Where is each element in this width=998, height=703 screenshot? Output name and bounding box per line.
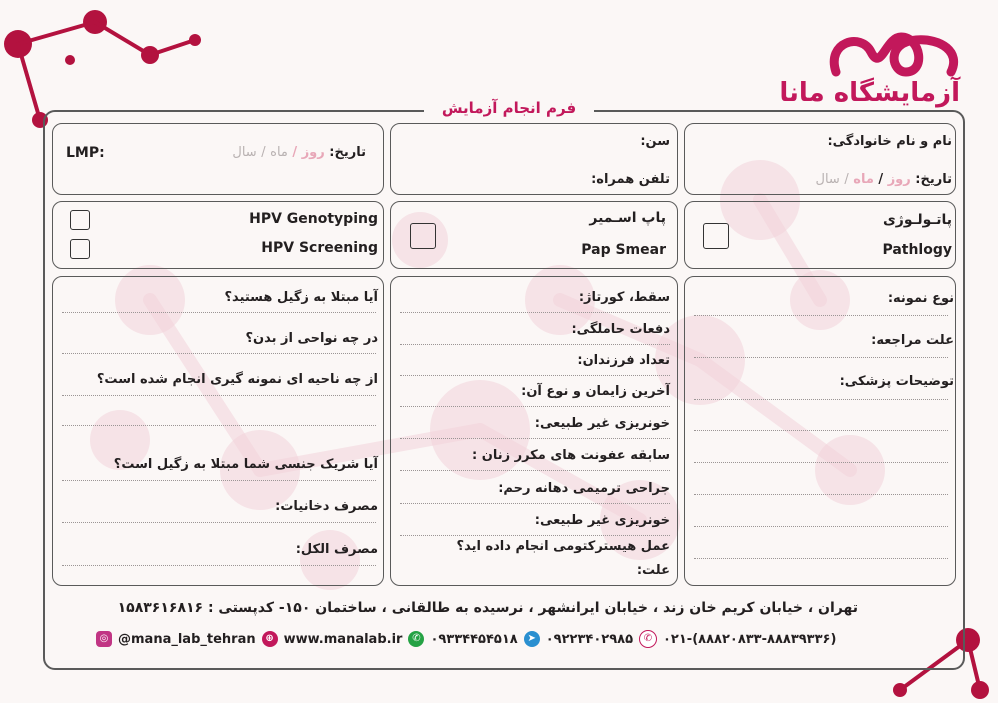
wart-location-question: در چه نواحی از بدن؟	[245, 331, 378, 346]
hpv-screening-checkbox[interactable]	[70, 239, 90, 259]
referral-reason-label: علت مراجعه:	[871, 333, 954, 348]
wart-question: آیا مبتلا به زگیل هستید؟	[224, 290, 378, 305]
patient-date-year: سال	[815, 172, 840, 187]
lmp-date-month: ماه	[270, 145, 288, 160]
instagram-icon: ◎	[96, 631, 112, 647]
address-text: تهران ، خیابان کریم خان زند ، خیابان ایرانشهر ، نرسیده به طالقانی ، ساختمان ۱۵۰- کدپستی : ۱۵۸۳۶۱۶۸۱۶	[117, 600, 858, 616]
patient-date-label: تاریخ:	[915, 172, 952, 187]
sample-type-label: نوع نمونه:	[887, 291, 954, 306]
lmp-label: LMP:	[66, 145, 105, 161]
phone-number: ۰۲۱-(۸۸۸۲۰۸۳۳-۸۸۸۳۹۳۳۶)	[663, 631, 837, 647]
abortion-label: سقط، کورتاژ:	[578, 290, 670, 305]
form-title: فرم انجام آزمایش	[424, 96, 594, 120]
age-label: سن:	[640, 134, 670, 149]
patient-date-day: روز	[887, 172, 911, 187]
cervix-surgery-label: جراحی ترمیمی دهانه رحم:	[498, 481, 670, 496]
phone-label: تلفن همراه:	[591, 172, 670, 187]
infection-history-label: سابقه عفونت های مکرر زنان :	[472, 448, 670, 463]
hpv-genotyping-label: HPV Genotyping	[249, 211, 378, 227]
alcohol-label: مصرف الکل:	[295, 542, 378, 557]
lmp-date-label: تاریخ:	[329, 145, 366, 160]
patient-date-row: تاریخ: روز / ماه / سال	[815, 172, 952, 187]
hpv-genotyping-checkbox[interactable]	[70, 210, 90, 230]
website-link[interactable]: www.manalab.ir	[283, 631, 403, 647]
contact-row	[96, 630, 836, 648]
lmp-date-row: تاریخ: روز / ماه / سال	[232, 145, 366, 160]
telegram-icon: ➤	[524, 631, 540, 647]
pap-smear-checkbox[interactable]	[410, 223, 436, 249]
smoking-label: مصرف دخانیات:	[275, 499, 378, 514]
partner-wart-question: آیا شریک جنسی شما مبتلا به زگیل است؟	[113, 457, 378, 472]
abnormal-bleeding-2-label: خونریزی غیر طبیعی:	[534, 513, 670, 528]
last-delivery-label: آخرین زایمان و نوع آن:	[521, 384, 670, 399]
lmp-date-year: سال	[232, 145, 257, 160]
pathology-label-fa: پاتـولـوژی	[882, 212, 952, 228]
children-count-label: تعداد فرزندان:	[577, 353, 670, 368]
mana-logo-icon	[826, 32, 966, 78]
pathology-checkbox[interactable]	[703, 223, 729, 249]
abnormal-bleeding-label: خونریزی غیر طبیعی:	[534, 416, 670, 431]
pap-smear-label-en: Pap Smear	[581, 242, 666, 258]
whatsapp-number: ۰۹۳۳۴۴۵۴۵۱۸	[430, 631, 518, 647]
patient-date-month: ماه	[853, 172, 874, 187]
telegram-number: ۰۹۲۲۳۴۰۲۹۸۵	[545, 631, 633, 647]
hpv-screening-label: HPV Screening	[261, 240, 378, 256]
reason-label: علت:	[636, 563, 670, 578]
instagram-handle[interactable]: @mana_lab_tehran	[118, 631, 256, 647]
whatsapp-icon: ✆	[408, 631, 424, 647]
sample-info-box	[684, 276, 956, 586]
pregnancy-count-label: دفعات حاملگی:	[571, 322, 670, 337]
medical-notes-label: توضیحات پزشکی:	[839, 374, 954, 389]
globe-icon: ⊕	[262, 631, 278, 647]
sample-area-question: از چه ناحیه ای نمونه گیری انجام شده است؟	[96, 372, 378, 387]
patient-name-label: نام و نام خانوادگی:	[827, 134, 952, 149]
hysterectomy-label: عمل هیسترکتومی انجام داده اید؟	[456, 539, 670, 554]
pathology-label-en: Pathlogy	[882, 242, 952, 258]
lmp-date-day: روز	[301, 145, 325, 160]
logo-text: آزمایشگاه مانا	[779, 78, 960, 108]
wart-questions-box	[52, 276, 384, 586]
pap-smear-label-fa: پاپ اسـمیر	[589, 210, 666, 226]
phone-icon: ✆	[639, 630, 657, 648]
